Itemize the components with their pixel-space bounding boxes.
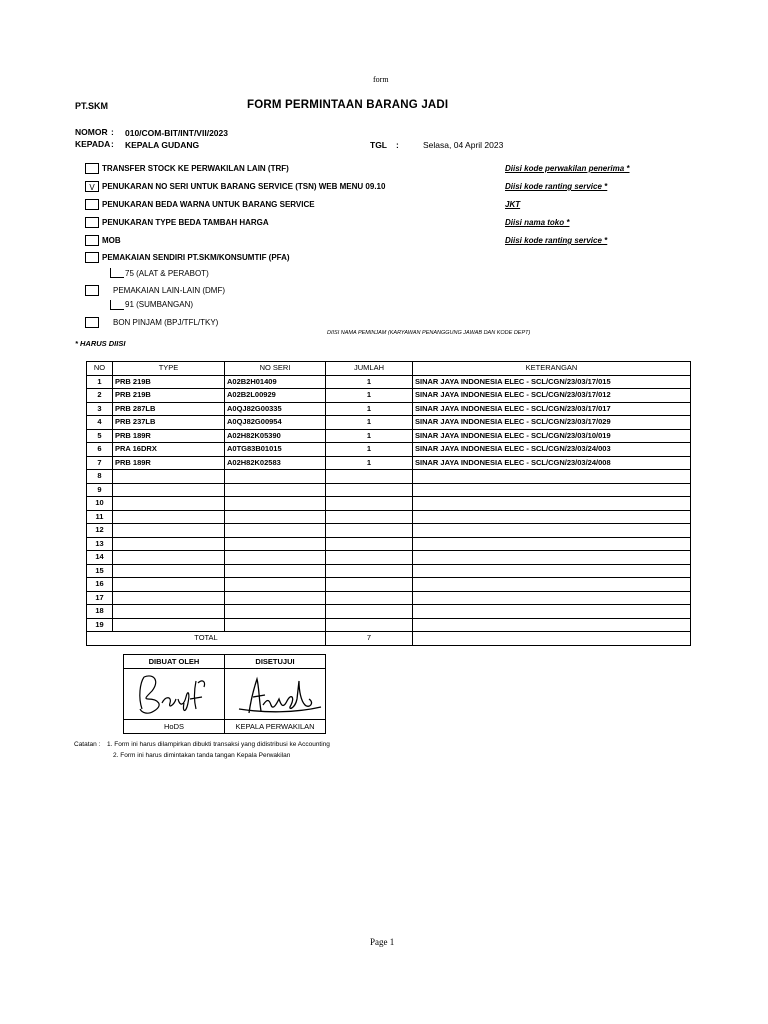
cell-type: PRA 16DRX: [113, 443, 225, 457]
cell-jumlah: [326, 578, 413, 592]
cell-seri: [225, 483, 326, 497]
cell-type: PRB 287LB: [113, 402, 225, 416]
kepada-colon: :: [111, 139, 114, 149]
table-row: [87, 551, 691, 565]
table-row: [87, 456, 691, 470]
checkbox-sumbangan[interactable]: [110, 300, 124, 310]
cell-jumlah: [326, 537, 413, 551]
checkbox-alat[interactable]: [110, 268, 124, 278]
cell-jumlah: [326, 524, 413, 538]
cell-no: 1: [87, 375, 113, 389]
cell-keterangan: [413, 524, 691, 538]
cell-keterangan: SINAR JAYA INDONESIA ELEC - SCL/CGN/23/03/17/015: [413, 375, 691, 389]
cell-no: 13: [87, 537, 113, 551]
cell-seri: A02B2H01409: [225, 375, 326, 389]
cell-keterangan: [413, 591, 691, 605]
page-number: Page 1: [370, 937, 395, 947]
table-header-row: [87, 362, 691, 376]
cell-keterangan: SINAR JAYA INDONESIA ELEC - SCL/CGN/23/03/17/029: [413, 416, 691, 430]
table-row: [87, 429, 691, 443]
cell-jumlah: [326, 591, 413, 605]
cell-keterangan: SINAR JAYA INDONESIA ELEC - SCL/CGN/23/03/17/017: [413, 402, 691, 416]
option-note-trf: Diisi kode perwakilan penerima *: [505, 164, 630, 173]
cell-seri: [225, 564, 326, 578]
made-by-signature: [124, 669, 225, 720]
table-row: [87, 389, 691, 403]
cell-type: [113, 497, 225, 511]
table-row: [87, 483, 691, 497]
notes-line-1: 1. Form ini harus dilampirkan dibukti transaksi yang didistribusi ke Accounting: [107, 741, 330, 748]
cell-seri: [225, 591, 326, 605]
col-header-seri: NO SERI: [225, 362, 326, 376]
option-label-type-beda: PENUKARAN TYPE BEDA TAMBAH HARGA: [102, 218, 269, 227]
cell-no: 3: [87, 402, 113, 416]
nomor-colon: :: [111, 127, 114, 137]
cell-keterangan: SINAR JAYA INDONESIA ELEC - SCL/CGN/23/03/24/003: [413, 443, 691, 457]
cell-jumlah: 1: [326, 416, 413, 430]
cell-no: 2: [87, 389, 113, 403]
col-header-no: NO: [87, 362, 113, 376]
approved-role: KEPALA PERWAKILAN: [225, 720, 326, 734]
cell-keterangan: [413, 483, 691, 497]
cell-keterangan: SINAR JAYA INDONESIA ELEC - SCL/CGN/23/03/24/008: [413, 456, 691, 470]
cell-jumlah: [326, 510, 413, 524]
cell-no: 15: [87, 564, 113, 578]
cell-jumlah: 1: [326, 375, 413, 389]
cell-jumlah: [326, 497, 413, 511]
notes-line-2: 2. Form ini harus dimintakan tanda tangan Kepala Perwakilan: [113, 752, 291, 759]
option-label-bon-pinjam: BON PINJAM (BPJ/TFL/TKY): [113, 318, 219, 327]
cell-seri: A0TG83B01015: [225, 443, 326, 457]
signature-hods-image: [124, 669, 224, 717]
checkbox-bon-pinjam[interactable]: [85, 317, 99, 328]
table-row: [87, 470, 691, 484]
nomor-label: NOMOR: [75, 127, 108, 137]
table-row: [87, 605, 691, 619]
cell-keterangan: SINAR JAYA INDONESIA ELEC - SCL/CGN/23/03/10/019: [413, 429, 691, 443]
tgl-value: Selasa, 04 April 2023: [423, 140, 504, 150]
signature-table: [123, 654, 326, 734]
cell-type: [113, 605, 225, 619]
cell-no: 19: [87, 618, 113, 632]
tgl-colon: :: [396, 140, 399, 150]
cell-seri: [225, 524, 326, 538]
cell-type: PRB 189R: [113, 456, 225, 470]
total-value: 7: [326, 632, 413, 646]
option-note-type-beda: Diisi nama toko *: [505, 218, 570, 227]
table-row: [87, 591, 691, 605]
items-body: [87, 375, 691, 632]
form-title: FORM PERMINTAAN BARANG JADI: [247, 99, 449, 111]
cell-keterangan: [413, 578, 691, 592]
cell-keterangan: SINAR JAYA INDONESIA ELEC - SCL/CGN/23/03/17/012: [413, 389, 691, 403]
kepada-label: KEPADA: [75, 139, 111, 149]
cell-jumlah: [326, 483, 413, 497]
cell-seri: [225, 537, 326, 551]
cell-type: [113, 537, 225, 551]
option-note-beda-warna: JKT: [505, 200, 521, 209]
col-header-type: TYPE: [113, 362, 225, 376]
cell-seri: A02B2L00929: [225, 389, 326, 403]
signature-kepala-image: [225, 669, 325, 717]
cell-no: 8: [87, 470, 113, 484]
cell-type: PRB 237LB: [113, 416, 225, 430]
cell-jumlah: [326, 551, 413, 565]
cell-seri: A0QJ82G00335: [225, 402, 326, 416]
approved-signature: [225, 669, 326, 720]
table-row: [87, 510, 691, 524]
cell-type: [113, 470, 225, 484]
cell-keterangan: [413, 605, 691, 619]
cell-seri: A0QJ82G00954: [225, 416, 326, 430]
col-header-jumlah: JUMLAH: [326, 362, 413, 376]
cell-seri: [225, 470, 326, 484]
cell-no: 6: [87, 443, 113, 457]
option-label-mob: MOB: [102, 236, 121, 245]
checkbox-beda-warna[interactable]: [85, 199, 99, 210]
cell-jumlah: [326, 618, 413, 632]
cell-jumlah: 1: [326, 443, 413, 457]
approved-label: DISETUJUI: [225, 655, 326, 669]
option-note-mob: Diisi kode ranting service *: [505, 236, 608, 245]
cell-jumlah: [326, 564, 413, 578]
cell-type: [113, 591, 225, 605]
option-label-beda-warna: PENUKARAN BEDA WARNA UNTUK BARANG SERVICE: [102, 200, 315, 209]
cell-jumlah: 1: [326, 402, 413, 416]
cell-type: [113, 551, 225, 565]
cell-jumlah: 1: [326, 389, 413, 403]
cell-no: 18: [87, 605, 113, 619]
cell-no: 4: [87, 416, 113, 430]
cell-seri: [225, 497, 326, 511]
table-row: [87, 375, 691, 389]
cell-seri: A02H82K02583: [225, 456, 326, 470]
cell-jumlah: 1: [326, 456, 413, 470]
cell-type: [113, 510, 225, 524]
table-row: [87, 537, 691, 551]
cell-type: PRB 189R: [113, 429, 225, 443]
cell-seri: A02H82K05390: [225, 429, 326, 443]
made-by-role: HoDS: [124, 720, 225, 734]
cell-type: [113, 564, 225, 578]
col-header-keterangan: KETERANGAN: [413, 362, 691, 376]
cell-keterangan: [413, 551, 691, 565]
cell-no: 9: [87, 483, 113, 497]
option-label-alat: 75 (ALAT & PERABOT): [125, 269, 209, 278]
nomor-value: 010/COM-BIT/INT/VII/2023: [125, 128, 228, 138]
table-row: [87, 564, 691, 578]
cell-seri: [225, 578, 326, 592]
cell-keterangan: [413, 564, 691, 578]
option-label-pfa: PEMAKAIAN SENDIRI PT.SKM/KONSUMTIF (PFA): [102, 253, 290, 262]
option-label-sumbangan: 91 (SUMBANGAN): [125, 300, 194, 309]
total-empty-cell: [413, 632, 691, 646]
checkbox-type-beda[interactable]: [85, 217, 99, 228]
cell-no: 16: [87, 578, 113, 592]
table-row: [87, 443, 691, 457]
cell-keterangan: [413, 618, 691, 632]
items-table: [86, 361, 691, 646]
cell-no: 7: [87, 456, 113, 470]
cell-jumlah: 1: [326, 429, 413, 443]
checkbox-mob[interactable]: [85, 235, 99, 246]
cell-keterangan: [413, 497, 691, 511]
cell-seri: [225, 510, 326, 524]
cell-no: 17: [87, 591, 113, 605]
cell-no: 5: [87, 429, 113, 443]
checkbox-tsn[interactable]: V: [85, 181, 99, 192]
cell-type: [113, 618, 225, 632]
cell-keterangan: [413, 537, 691, 551]
tgl-label: TGL: [370, 140, 387, 150]
table-row: [87, 524, 691, 538]
cell-type: PRB 219B: [113, 389, 225, 403]
checkbox-dmf[interactable]: [85, 285, 99, 296]
option-label-trf: TRANSFER STOCK KE PERWAKILAN LAIN (TRF): [102, 164, 289, 173]
made-by-label: DIBUAT OLEH: [124, 655, 225, 669]
sheet-label: form: [373, 75, 389, 84]
option-note-tsn: Diisi kode ranting service *: [505, 182, 608, 191]
cell-seri: [225, 618, 326, 632]
table-row: [87, 618, 691, 632]
bon-pinjam-note: DIISI NAMA PEMINJAM (KARYAWAN PENANGGUNG JAWAB DAN KODE DEPT): [327, 330, 531, 336]
table-row: [87, 497, 691, 511]
cell-no: 14: [87, 551, 113, 565]
cell-no: 12: [87, 524, 113, 538]
kepada-value: KEPALA GUDANG: [125, 140, 200, 150]
cell-type: PRB 219B: [113, 375, 225, 389]
total-row: [87, 632, 691, 646]
checkbox-pfa[interactable]: [85, 252, 99, 263]
table-row: [87, 402, 691, 416]
cell-no: 10: [87, 497, 113, 511]
checkbox-trf[interactable]: [85, 163, 99, 174]
notes-label: Catatan :: [74, 741, 101, 748]
must-fill-note: * HARUS DIISI: [75, 339, 126, 348]
option-label-tsn: PENUKARAN NO SERI UNTUK BARANG SERVICE (TSN) WEB MENU 09.10: [102, 182, 386, 191]
cell-keterangan: [413, 470, 691, 484]
company-name: PT.SKM: [75, 101, 109, 111]
cell-seri: [225, 551, 326, 565]
cell-type: [113, 483, 225, 497]
cell-type: [113, 524, 225, 538]
cell-keterangan: [413, 510, 691, 524]
cell-jumlah: [326, 605, 413, 619]
cell-seri: [225, 605, 326, 619]
option-label-dmf: PEMAKAIAN LAIN-LAIN (DMF): [113, 286, 226, 295]
table-row: [87, 578, 691, 592]
table-row: [87, 416, 691, 430]
total-label: TOTAL: [87, 632, 326, 646]
cell-jumlah: [326, 470, 413, 484]
cell-type: [113, 578, 225, 592]
cell-no: 11: [87, 510, 113, 524]
